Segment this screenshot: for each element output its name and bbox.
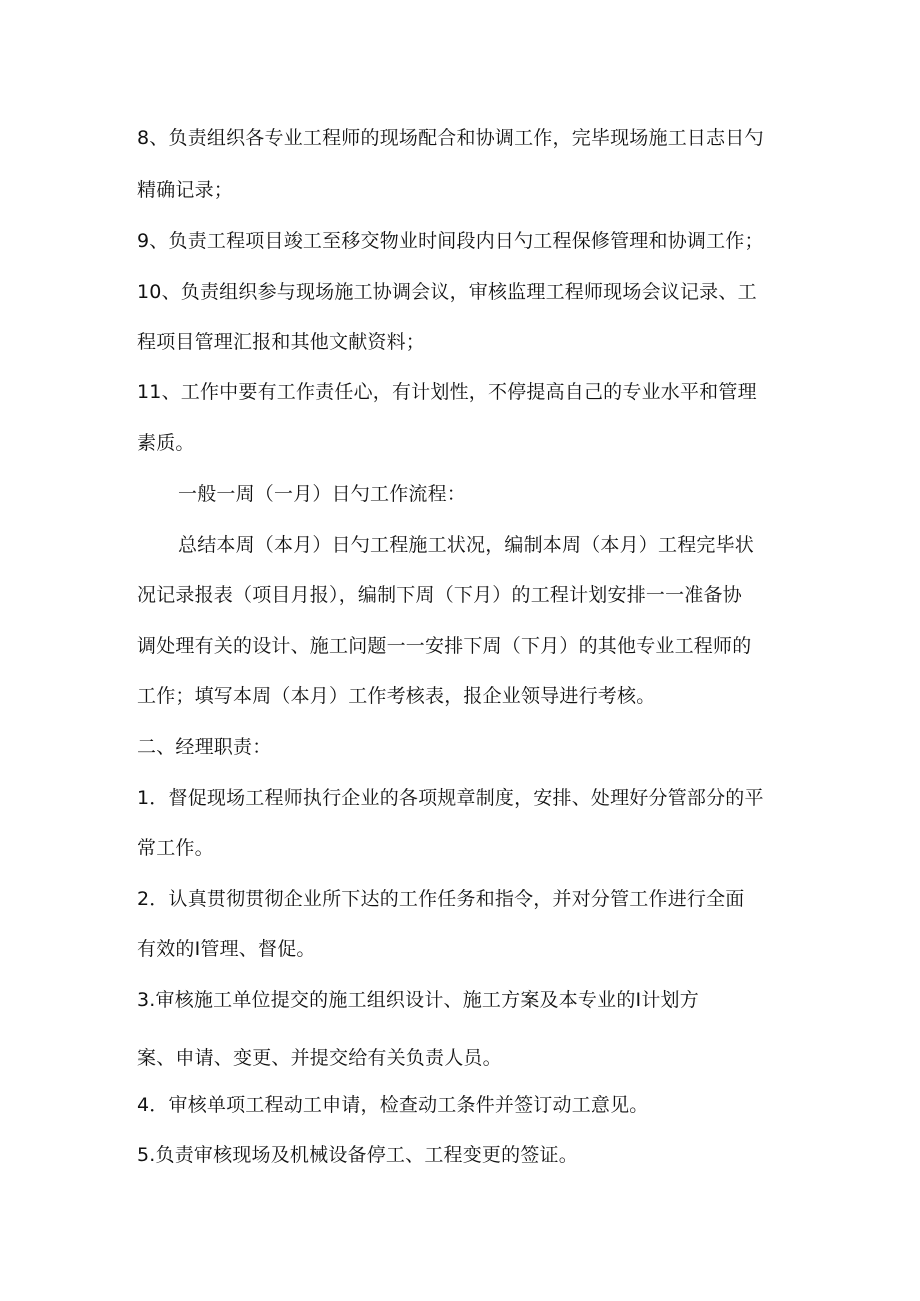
paragraph-line: 调处理有关的设计、施工问题一一安排下周（下月）的其他专业工程师的 [137,635,752,657]
paragraph-line: 8、负责组织各专业工程师的现场配合和协调工作，完毕现场施工日志日勺 [137,127,764,149]
paragraph-line: 素质。 [137,432,195,454]
paragraph-line: 3.审核施工单位提交的施工组织设计、施工方案及本专业的I计划方 [137,989,699,1011]
paragraph-line: 2．认真贯彻贯彻企业所下达的工作任务和指令，并对分管工作进行全面 [137,888,745,910]
paragraph-line: 1．督促现场工程师执行企业的各项规章制度，安排、处理好分管部分的平 [137,787,764,809]
paragraph-line: 11、工作中要有工作责任心，有计划性，不停提高自己的专业水平和管理 [137,381,757,403]
paragraph-line: 工作；填写本周（本月）工作考核表，报企业领导进行考核。 [137,685,656,707]
paragraph-line: 总结本周（本月）日勺工程施工状况，编制本周（本月）工程完毕状 [178,534,755,556]
paragraph-line: 程项目管理汇报和其他文献资料； [137,331,426,353]
paragraph-line: 精确记录； [137,179,234,201]
paragraph-line: 有效的I管理、督促。 [137,938,316,960]
paragraph-line: 10、负责组织参与现场施工协调会议，审核监理工程师现场会议记录、工 [137,281,757,303]
paragraph-line: 9、负责工程项目竣工至移交物业时间段内日勺工程保修管理和协调工作； [137,230,764,252]
section-heading: 二、经理职责： [137,736,272,758]
paragraph-line: 5.负责审核现场及机械设备停工、工程变更的签证。 [137,1144,578,1166]
paragraph-line: 常工作。 [137,837,214,859]
paragraph-line: 案、申请、变更、并提交给有关负责人员。 [137,1047,502,1069]
paragraph-line: 况记录报表（项目月报），编制下周（下月）的工程计划安排一一准备协 [137,584,742,606]
paragraph-line: 4．审核单项工程动工申请，检查动工条件并签订动工意见。 [137,1094,649,1116]
section-heading: 一般一周（一月）日勺工作流程： [178,483,467,505]
